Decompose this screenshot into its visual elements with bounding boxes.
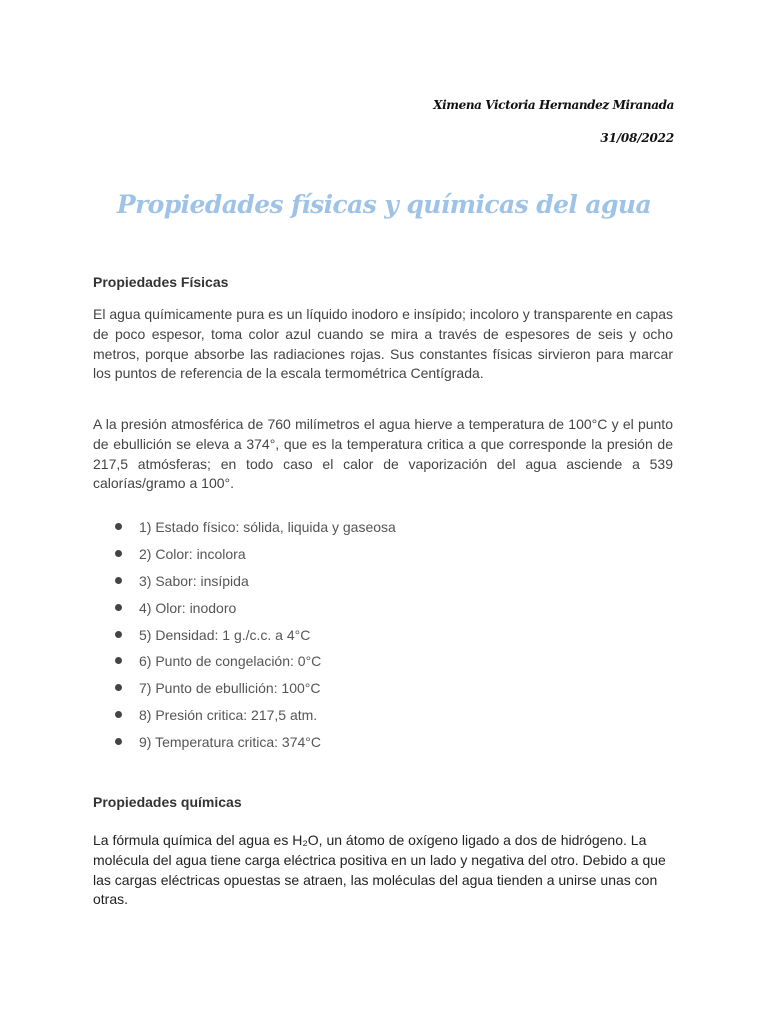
bullet-icon (115, 684, 122, 691)
document-title: Propiedades físicas y químicas del agua (116, 190, 652, 219)
list-item-text: 6) Punto de congelación: 0°C (139, 653, 322, 670)
list-item (0, 707, 768, 734)
list-item (0, 600, 768, 627)
list-item-text: 7) Punto de ebullición: 100°C (139, 680, 321, 697)
document-date: 31/08/2022 (600, 131, 674, 145)
bullet-icon (115, 604, 122, 611)
physical-properties-list (0, 519, 768, 761)
list-item (0, 627, 768, 654)
chemical-properties-heading: Propiedades químicas (93, 794, 242, 810)
bullet-icon (115, 711, 122, 718)
bullet-icon (115, 631, 122, 638)
list-item-text: 9) Temperatura critica: 374°C (139, 734, 321, 751)
bullet-icon (115, 657, 122, 664)
list-item-text: 3) Sabor: insípida (139, 572, 249, 589)
author-name: Ximena Victoria Hernandez Miranada (433, 98, 674, 112)
bullet-icon (115, 738, 122, 745)
physical-paragraph-1: El agua químicamente pura es un líquido inodoro e insípido; incoloro y transparente en capas de poco espesor, toma color azul cuando se mira a través de espesores de seis y ocho metros, porque absorbe las radiaciones rojas. Sus constantes físicas sirvieron para marcar los puntos de referencia de la escala termométrica Centígrada. (93, 306, 673, 382)
list-item-text: 1) Estado físico: sólida, liquida y gaseosa (139, 519, 396, 535)
chemical-paragraph: La fórmula química del agua es H₂O, un átomo de oxígeno ligado a dos de hidrógeno. La molécula del agua tiene carga eléctrica positiva en un lado y negativa del otro. Debido a que las cargas eléctricas opuestas se atraen, las moléculas del agua tienden a unirse unas con otras. (93, 832, 666, 908)
list-item (0, 573, 768, 600)
list-item (0, 734, 768, 761)
bullet-icon (115, 523, 122, 530)
list-item-text: 2) Color: incolora (139, 545, 246, 562)
list-item-text: 4) Olor: inodoro (139, 599, 237, 616)
physical-properties-heading: Propiedades Físicas (93, 274, 229, 290)
bullet-icon (115, 550, 122, 557)
list-item-text: 8) Presión critica: 217,5 atm. (139, 707, 318, 724)
list-item (0, 680, 768, 707)
list-item (0, 546, 768, 573)
list-item (0, 519, 768, 546)
list-item-text: 5) Densidad: 1 g./c.c. a 4°C (139, 626, 311, 643)
bullet-icon (115, 577, 122, 584)
physical-paragraph-2: A la presión atmosférica de 760 milímetros el agua hierve a temperatura de 100°C y el punto de ebullición se eleva a 374°, que es la temperatura critica a que corresponde la presión de 217,5 atmósferas; en todo caso el calor de vaporización del agua asciende a 539 calorías/gramo a 100°. (93, 416, 673, 492)
list-item (0, 653, 768, 680)
